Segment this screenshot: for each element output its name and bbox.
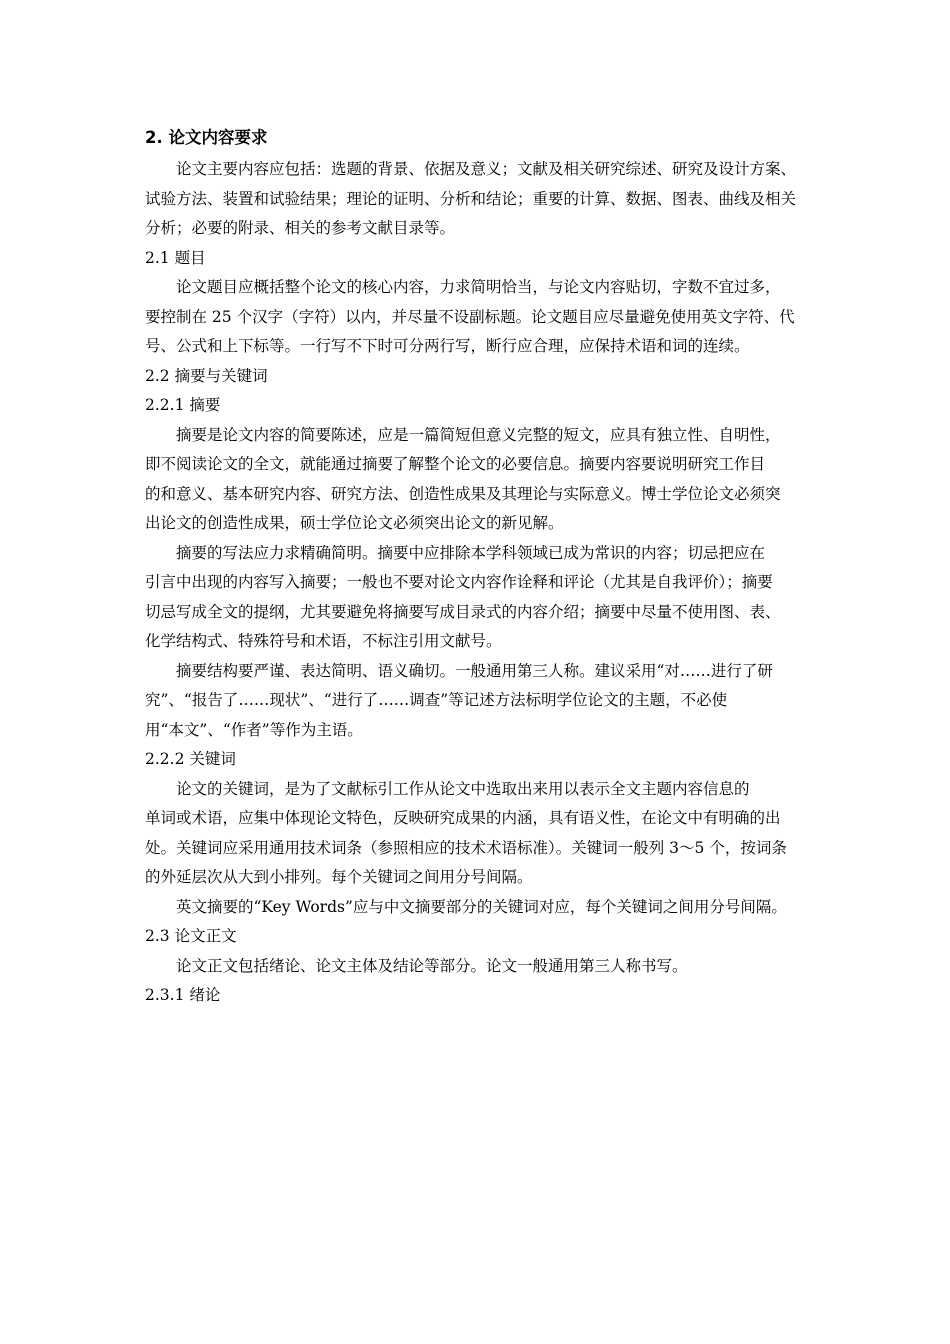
paragraph-line: 出论文的创造性成果，硕士学位论文必须突出论文的新见解。: [145, 514, 564, 532]
document-page: [145, 126, 820, 1011]
paragraph-line: 论文的关键词，是为了文献标引工作从论文中选取出来用以表示全文主题内容信息的: [176, 779, 750, 798]
paragraph: [145, 657, 820, 746]
paragraph-line: 摘要是论文内容的简要陈述，应是一篇简短但意义完整的短文，应具有独立性、自明性，: [176, 425, 781, 444]
subsubsection-heading: 2.2.1 摘要: [145, 396, 221, 414]
paragraph-line: 论文主要内容应包括：选题的背景、依据及意义；文献及相关研究综述、研究及设计方案、: [176, 160, 797, 178]
paragraph: [145, 273, 820, 362]
paragraph-line: 切忌写成全文的提纲，尤其要避免将摘要写成目录式的内容介绍；摘要中尽量不使用图、表、: [145, 602, 781, 621]
section-content: [145, 155, 820, 1011]
paragraph: [145, 155, 820, 244]
paragraph: [145, 893, 820, 923]
paragraph-line: 的和意义、基本研究内容、研究方法、创造性成果及其理论与实际意义。博士学位论文必须突: [145, 484, 781, 503]
paragraph-line: 要控制在 25 个汉字（字符）以内，并尽量不设副标题。论文题目应尽量避免使用英文字符、代: [145, 307, 795, 326]
subsubsection-heading: 2.2.2 关键词: [145, 750, 236, 768]
paragraph-line: 究”、“报告了……现状”、“进行了……调查”等记述方法标明学位论文的主题，不必使: [145, 691, 728, 709]
paragraph-line: 号、公式和上下标等。一行写不下时可分两行写，断行应合理，应保持术语和词的连续。: [145, 337, 750, 355]
section-heading: 2. 论文内容要求: [145, 128, 268, 147]
paragraph-line: 摘要的写法应力求精确简明。摘要中应排除本学科领域已成为常识的内容；切忌把应在: [176, 543, 766, 562]
subsection-heading: 2.2 摘要与关键词: [145, 366, 268, 385]
paragraph: [145, 421, 820, 539]
paragraph-line: 分析；必要的附录、相关的参考文献目录等。: [145, 219, 456, 237]
paragraph-line: 处。关键词应采用通用技术词条（参照相应的技术术语标准）。关键词一般列 3～5 个，按词条: [145, 838, 787, 857]
paragraph-line: 化学结构式、特殊符号和术语，不标注引用文献号。: [145, 632, 502, 650]
paragraph-line: 单词或术语，应集中体现论文特色，反映研究成果的内涵，具有语义性，在论文中有明确的出: [145, 809, 781, 827]
paragraph-line: 摘要结构要严谨、表达简明、语义确切。一般通用第三人称。建议采用“对……进行了研: [176, 661, 773, 680]
paragraph-line: 英文摘要的“Key Words”应与中文摘要部分的关键词对应，每个关键词之间用分号间隔。: [176, 897, 787, 916]
subsubsection-heading: 2.3.1 绪论: [145, 986, 221, 1004]
paragraph-line: 论文正文包括绪论、论文主体及结论等部分。论文一般通用第三人称书写。: [176, 956, 688, 975]
subsection-heading: 2.3 论文正文: [145, 927, 237, 945]
paragraph-line: 试验方法、装置和试验结果；理论的证明、分析和结论；重要的计算、数据、图表、曲线及相关: [145, 189, 797, 208]
paragraph-line: 论文题目应概括整个论文的核心内容，力求简明恰当，与论文内容贴切，字数不宜过多，: [176, 278, 781, 296]
paragraph: [145, 775, 820, 893]
paragraph-line: 即不阅读论文的全文，就能通过摘要了解整个论文的必要信息。摘要内容要说明研究工作目: [145, 455, 766, 473]
paragraph-line: 引言中出现的内容写入摘要；一般也不要对论文内容作诠释和评论（尤其是自我评价）；摘要: [145, 573, 773, 591]
paragraph: [145, 539, 820, 657]
paragraph-line: 用“本文”、“作者”等作为主语。: [145, 720, 363, 739]
subsection-heading: 2.1 题目: [145, 248, 206, 267]
paragraph-line: 的外延层次从大到小排列。每个关键词之间用分号间隔。: [145, 868, 533, 886]
paragraph: [145, 952, 820, 982]
